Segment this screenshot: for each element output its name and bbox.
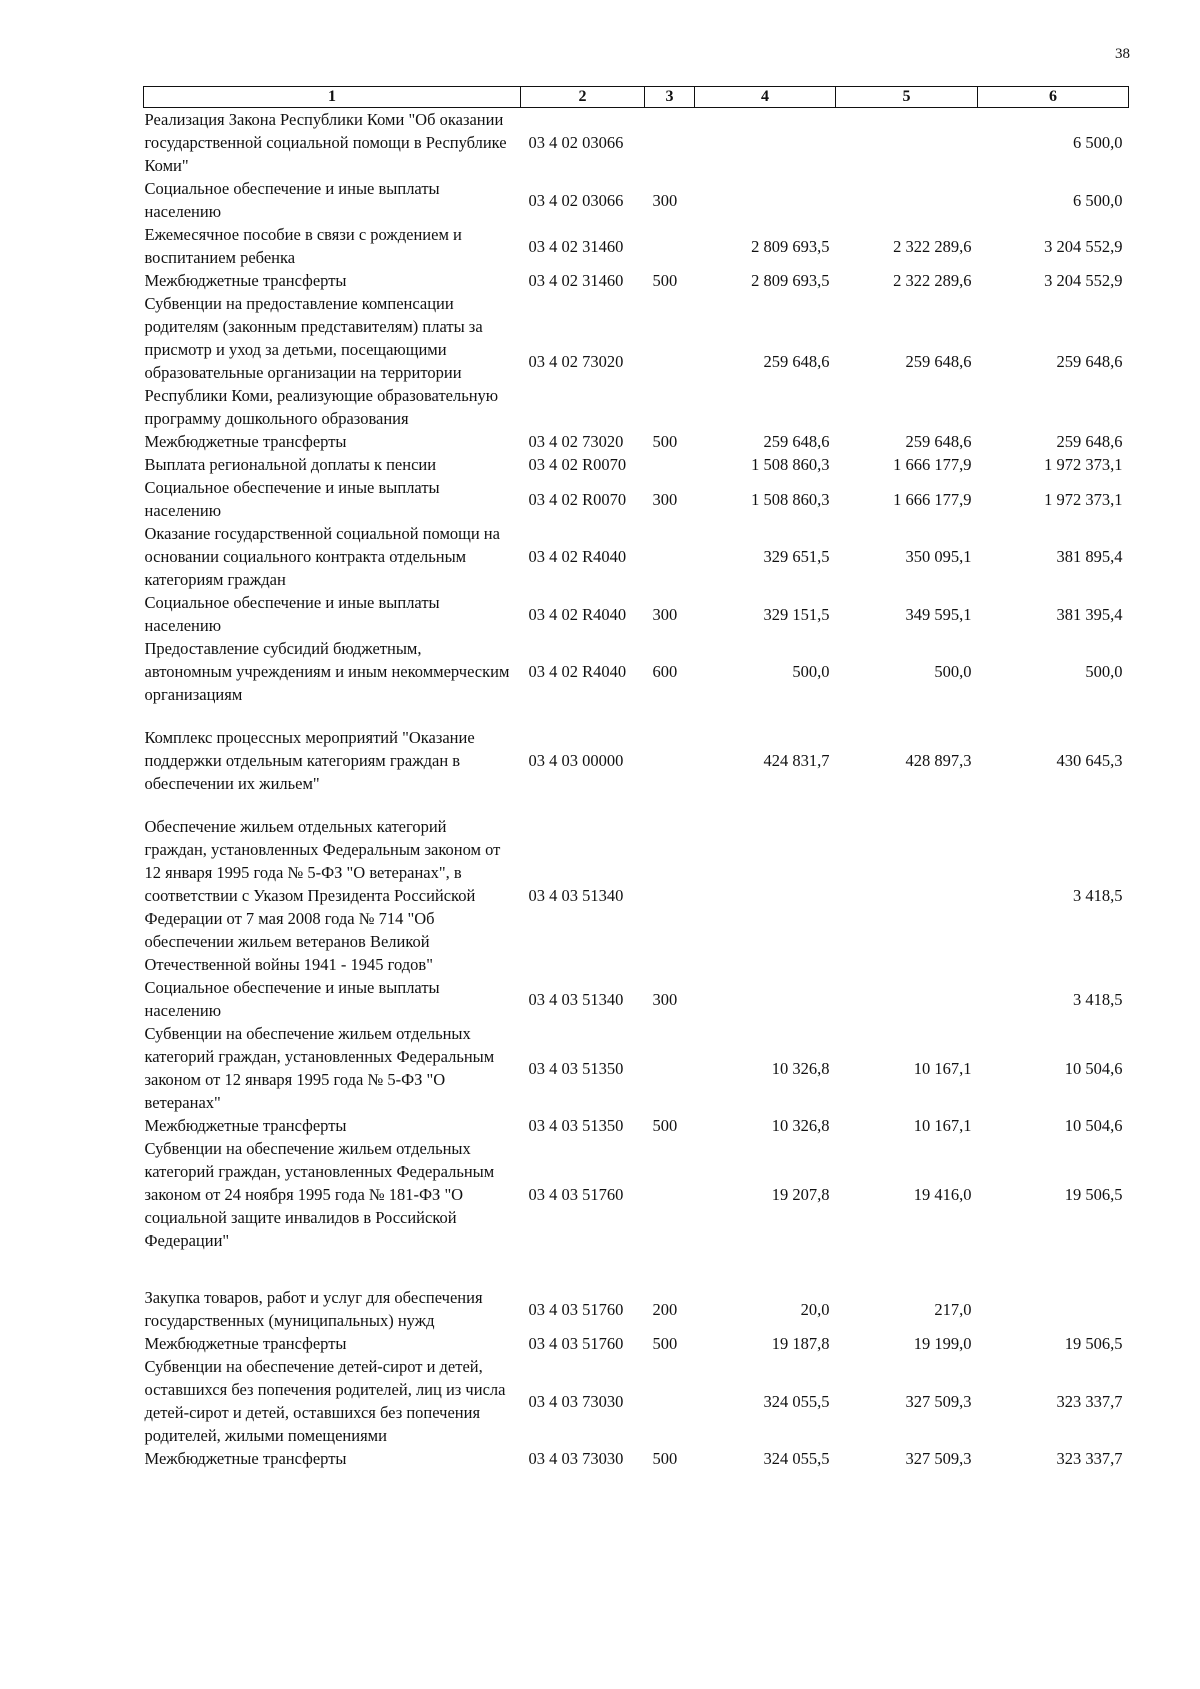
row-name: Выплата региональной доплаты к пенсии xyxy=(144,455,437,474)
header-col-3: 3 xyxy=(645,87,695,108)
row-code: 03 4 02 R0070 xyxy=(528,489,627,509)
table-row xyxy=(144,1022,1129,1114)
row-value-6: 3 204 552,9 xyxy=(1044,236,1123,256)
table-row xyxy=(144,1355,1129,1447)
row-value-4: 19 207,8 xyxy=(771,1185,830,1204)
table-row xyxy=(144,1332,1129,1355)
row-value-5: 19 416,0 xyxy=(913,1185,972,1204)
row-value-4: 500,0 xyxy=(792,662,830,681)
row-code: 03 4 03 51340 xyxy=(528,989,624,1009)
row-value-6: 19 506,5 xyxy=(1064,1334,1123,1353)
row-name: Социальное обеспечение и иные выплаты населению xyxy=(144,978,440,1020)
row-name: Закупка товаров, работ и услуг для обеспечения государственных (муниципальных) нужд xyxy=(144,1288,483,1330)
row-code: 03 4 03 00000 xyxy=(528,751,624,770)
row-value-4: 10 326,8 xyxy=(771,1058,830,1078)
row-value-6: 430 645,3 xyxy=(1056,751,1123,770)
row-value-5: 259 648,6 xyxy=(905,432,972,451)
row-type: 500 xyxy=(652,271,678,290)
row-code: 03 4 02 03066 xyxy=(528,133,624,152)
row-code: 03 4 03 73030 xyxy=(528,1449,624,1468)
row-code: 03 4 02 31460 xyxy=(528,271,624,290)
row-code: 03 4 02 R0070 xyxy=(528,455,627,474)
row-value-4: 1 508 860,3 xyxy=(751,489,830,509)
row-value-5: 259 648,6 xyxy=(905,351,972,371)
table-header xyxy=(144,87,1129,108)
table-row xyxy=(144,1114,1129,1137)
row-type: 500 xyxy=(652,1116,678,1135)
row-name: Ежемесячное пособие в связи с рождением и воспитанием ребенка xyxy=(144,225,462,267)
row-value-4: 424 831,7 xyxy=(763,751,830,770)
row-value-4: 329 151,5 xyxy=(763,604,830,624)
row-value-6: 323 337,7 xyxy=(1056,1391,1123,1411)
row-value-6: 381 395,4 xyxy=(1056,604,1123,624)
table-row xyxy=(144,1252,1129,1332)
row-value-5 xyxy=(836,177,978,223)
row-name: Межбюджетные трансферты xyxy=(144,1449,347,1468)
row-type: 300 xyxy=(652,190,678,210)
row-value-4: 1 508 860,3 xyxy=(751,455,830,474)
table-row xyxy=(144,453,1129,476)
row-value-6: 6 500,0 xyxy=(1073,133,1123,152)
row-value-5: 2 322 289,6 xyxy=(893,236,972,256)
row-value-6: 259 648,6 xyxy=(1056,432,1123,451)
row-value-4 xyxy=(695,108,836,178)
row-value-5: 327 509,3 xyxy=(905,1391,972,1411)
row-code: 03 4 02 03066 xyxy=(528,190,624,210)
row-name: Предоставление субсидий бюджетным, автономным учреждениям и иным некоммерческим организациям xyxy=(144,639,510,704)
table-row xyxy=(144,1137,1129,1252)
table-row xyxy=(144,637,1129,706)
row-value-4 xyxy=(695,795,836,976)
row-value-6 xyxy=(978,1252,1129,1332)
row-value-6: 19 506,5 xyxy=(1064,1185,1123,1204)
row-value-4: 10 326,8 xyxy=(771,1116,830,1135)
row-value-5 xyxy=(836,795,978,976)
row-value-4: 329 651,5 xyxy=(763,547,830,566)
table-row xyxy=(144,177,1129,223)
row-value-4 xyxy=(695,177,836,223)
row-value-4 xyxy=(695,976,836,1022)
table-row xyxy=(144,706,1129,795)
row-value-4: 259 648,6 xyxy=(763,432,830,451)
row-value-5: 1 666 177,9 xyxy=(893,489,972,509)
row-value-4: 19 187,8 xyxy=(771,1334,830,1353)
row-code: 03 4 03 51760 xyxy=(528,1185,624,1204)
row-name: Субвенции на обеспечение детей-сирот и детей, оставшихся без попечения родителей, лиц из числа детей-сирот и детей, оставшихся без попечения родителей, жилыми помещениями xyxy=(144,1357,506,1445)
row-value-4: 259 648,6 xyxy=(763,351,830,371)
row-value-6: 323 337,7 xyxy=(1056,1449,1123,1468)
table-row xyxy=(144,522,1129,591)
table-row xyxy=(144,292,1129,430)
table-row xyxy=(144,591,1129,637)
row-name: Межбюджетные трансферты xyxy=(144,1116,347,1135)
row-value-6: 3 418,5 xyxy=(1073,989,1123,1009)
header-col-5: 5 xyxy=(836,87,978,108)
row-value-6: 10 504,6 xyxy=(1064,1116,1123,1135)
row-type xyxy=(645,223,695,269)
row-code: 03 4 03 51760 xyxy=(528,1299,624,1319)
row-name: Социальное обеспечение и иные выплаты населению xyxy=(144,179,440,221)
row-value-4: 20,0 xyxy=(800,1299,830,1319)
table-row xyxy=(144,476,1129,522)
row-type xyxy=(645,108,695,178)
row-value-5: 19 199,0 xyxy=(913,1334,972,1353)
row-code: 03 4 02 R4040 xyxy=(528,604,627,624)
row-value-6: 500,0 xyxy=(1085,662,1123,681)
row-value-5: 217,0 xyxy=(934,1299,972,1319)
row-value-4: 2 809 693,5 xyxy=(751,236,830,256)
header-col-1: 1 xyxy=(144,87,521,108)
table-row xyxy=(144,976,1129,1022)
row-code: 03 4 03 73030 xyxy=(528,1391,624,1411)
row-value-5: 428 897,3 xyxy=(905,751,972,770)
header-col-6: 6 xyxy=(978,87,1129,108)
row-value-5: 2 322 289,6 xyxy=(893,271,972,290)
row-name: Оказание государственной социальной помощи на основании социального контракта отдельным категориям граждан xyxy=(144,524,500,589)
row-code: 03 4 03 51760 xyxy=(528,1334,624,1353)
row-value-5 xyxy=(836,976,978,1022)
table-body xyxy=(144,108,1129,1471)
page-number: 38 xyxy=(1115,46,1130,62)
table-row xyxy=(144,223,1129,269)
row-code: 03 4 02 31460 xyxy=(528,236,624,256)
row-name: Субвенции на предоставление компенсации родителям (законным представителям) платы за присмотр и уход за детьми, посещающими образовательные организации на территории Республики Коми, реализующие образовательную программу дошкольного образования xyxy=(144,294,499,428)
row-value-6: 381 895,4 xyxy=(1056,547,1123,566)
table-row xyxy=(144,795,1129,976)
row-type: 300 xyxy=(652,989,678,1009)
row-value-5: 350 095,1 xyxy=(905,547,972,566)
row-value-5: 500,0 xyxy=(934,662,972,681)
row-type: 200 xyxy=(652,1299,678,1319)
row-code: 03 4 02 73020 xyxy=(528,351,624,371)
row-name: Субвенции на обеспечение жильем отдельных категорий граждан, установленных Федеральным законом от 24 ноября 1995 года № 181-ФЗ "О социальной защите инвалидов в Российской Федерации" xyxy=(144,1139,495,1250)
row-name: Комплекс процессных мероприятий "Оказание поддержки отдельным категориям граждан в обеспечении их жильем" xyxy=(144,728,475,793)
row-type: 500 xyxy=(652,1334,678,1353)
row-value-6: 259 648,6 xyxy=(1056,351,1123,371)
row-type xyxy=(645,1137,695,1252)
row-code: 03 4 02 R4040 xyxy=(528,662,627,681)
table-row xyxy=(144,430,1129,453)
table-row xyxy=(144,108,1129,178)
row-type: 500 xyxy=(652,432,678,451)
row-value-5 xyxy=(836,108,978,178)
row-value-5: 10 167,1 xyxy=(913,1116,972,1135)
row-name: Социальное обеспечение и иные выплаты населению xyxy=(144,478,440,520)
row-value-6: 3 418,5 xyxy=(1073,886,1123,905)
row-value-5: 10 167,1 xyxy=(913,1058,972,1078)
row-code: 03 4 03 51350 xyxy=(528,1058,624,1078)
row-name: Межбюджетные трансферты xyxy=(144,271,347,290)
row-type xyxy=(645,706,695,795)
row-type: 500 xyxy=(652,1449,678,1468)
header-col-2: 2 xyxy=(521,87,645,108)
row-name: Реализация Закона Республики Коми "Об оказании государственной социальной помощи в Республике Коми" xyxy=(144,110,507,175)
row-code: 03 4 03 51350 xyxy=(528,1116,624,1135)
row-code: 03 4 03 51340 xyxy=(528,886,624,905)
row-code: 03 4 02 73020 xyxy=(528,432,624,451)
row-type xyxy=(645,1022,695,1114)
row-value-4: 2 809 693,5 xyxy=(751,271,830,290)
table-row xyxy=(144,1447,1129,1470)
budget-table xyxy=(143,86,1129,1470)
row-value-6: 10 504,6 xyxy=(1064,1058,1123,1078)
row-name: Межбюджетные трансферты xyxy=(144,432,347,451)
row-type xyxy=(645,292,695,430)
row-value-5: 327 509,3 xyxy=(905,1449,972,1468)
header-col-4: 4 xyxy=(695,87,836,108)
row-type xyxy=(645,522,695,591)
row-value-6: 6 500,0 xyxy=(1073,190,1123,210)
row-name: Обеспечение жильем отдельных категорий граждан, установленных Федеральным законом от 12 января 1995 года № 5-ФЗ "О ветеранах", в соответствии с Указом Президента Российской Федерации от 7 мая 2008 года № 714 "Об обеспечении жильем ветеранов Великой Отечественной войны 1941 - 1945 годов" xyxy=(144,817,501,974)
row-value-6: 3 204 552,9 xyxy=(1044,271,1123,290)
row-code: 03 4 02 R4040 xyxy=(528,547,627,566)
table-row xyxy=(144,269,1129,292)
row-name: Межбюджетные трансферты xyxy=(144,1334,347,1353)
row-value-6: 1 972 373,1 xyxy=(1044,489,1123,509)
row-value-4: 324 055,5 xyxy=(763,1449,830,1468)
row-name: Социальное обеспечение и иные выплаты населению xyxy=(144,593,440,635)
row-value-5: 349 595,1 xyxy=(905,604,972,624)
row-type xyxy=(645,1355,695,1447)
row-type xyxy=(645,453,695,476)
row-value-4: 324 055,5 xyxy=(763,1391,830,1411)
row-value-5: 1 666 177,9 xyxy=(893,455,972,474)
row-type: 300 xyxy=(652,604,678,624)
row-name: Субвенции на обеспечение жильем отдельных категорий граждан, установленных Федеральным законом от 12 января 1995 года № 5-ФЗ "О ветеранах" xyxy=(144,1024,495,1112)
row-value-6: 1 972 373,1 xyxy=(1044,455,1123,474)
row-type: 600 xyxy=(652,662,678,681)
row-type: 300 xyxy=(652,489,678,509)
row-type xyxy=(645,795,695,976)
